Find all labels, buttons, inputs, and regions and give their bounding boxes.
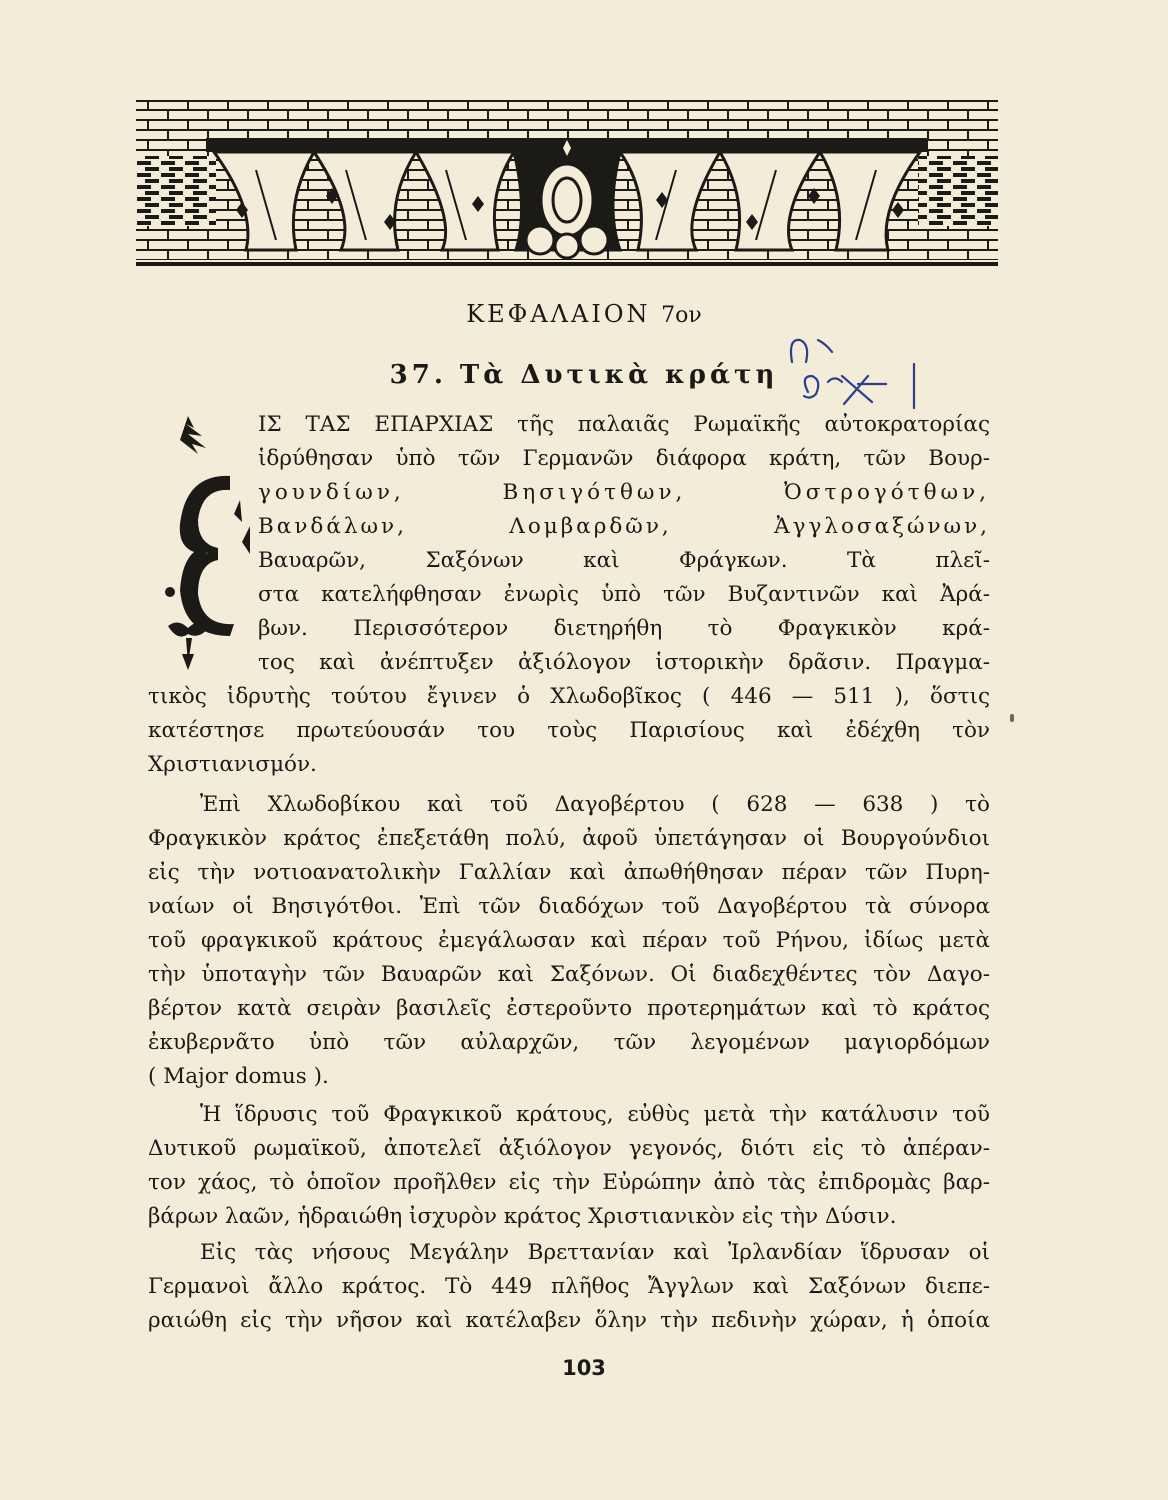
text-line: ἐκυβερνᾶτο ὑπὸ τῶν αὐλαρχῶν, τῶν λεγομένων μαγιορδόμων [148, 1030, 990, 1055]
text-line: εἰς τὴν νοτιοανατολικὴν Γαλλίαν καὶ ἀπωθήθησαν πέραν τῶν Πυρη- [148, 860, 990, 885]
text-line: τον χάος, τὸ ὁποῖον προῆλθεν εἰς τὴν Εὐρώπην ἀπὸ τὰς ἐπιδρομὰς βαρ- [148, 1170, 990, 1195]
text-line: στα κατελήφθησαν ἐνωρὶς ὑπὸ τῶν Βυζαντινῶν καὶ Ἀρά- [258, 582, 990, 607]
text-line: Ἐπὶ Χλωδοβίκου καὶ τοῦ Δαγοβέρτου ( 628 — 638 ) τὸ [200, 792, 990, 817]
text-line: Βαυαρῶν, Σαξόνων καὶ Φράγκων. Τὰ πλεῖ- [258, 548, 990, 573]
text-line: ραιώθη εἰς τὴν νῆσον καὶ κατέλαβεν ὅλην τὴν πεδινὴν χώραν, ἡ ὁποία [148, 1308, 990, 1333]
text-line: Εἰς τὰς νήσους Μεγάλην Βρεττανίαν καὶ Ἰρλανδίαν ἵδρυσαν οἱ [200, 1240, 990, 1265]
chapter-label: ΚΕΦΑΛΑΙΟΝ [466, 300, 651, 328]
chapter-number: 7ον [661, 303, 702, 328]
margin-mark [1010, 714, 1014, 722]
text-line: τοῦ φραγκικοῦ κράτους ἐμεγάλωσαν καὶ πέραν τοῦ Ρήνου, ἰδίως μετὰ [148, 928, 990, 953]
text-line: τὴν ὑποταγὴν τῶν Βαυαρῶν καὶ Σαξόνων. Οἱ διαδεχθέντες τὸν Δαγο- [148, 962, 990, 987]
text-line: Ἡ ἵδρυσις τοῦ Φραγκικοῦ κράτους, εὐθὺς μετὰ τὴν κατάλυσιν τοῦ [200, 1102, 990, 1127]
handwritten-note-icon [782, 336, 942, 412]
drop-cap-ornament-icon [158, 414, 258, 690]
text-line: Χριστιανισμόν. [148, 752, 317, 777]
text-line: γουνδίων, Βησιγότθων, Ὀστρογότθων, [258, 480, 990, 505]
text-line: Γερμανοὶ ἄλλο κράτος. Τὸ 449 πλῆθος Ἄγγλων καὶ Σαξόνων διεπε- [148, 1274, 990, 1299]
text-line: βέρτον κατὰ σειρὰν βασιλεῖς ἐστεροῦντο προτερημάτων καὶ τὸ κράτος [148, 996, 990, 1021]
text-line: Φραγκικὸν κράτος ἐπεξετάθη πολύ, ἀφοῦ ὑπετάγησαν οἱ Βουργούνδιοι [148, 826, 990, 851]
curtain-ornament-icon [136, 100, 998, 270]
section-title: 37. Τὰ Δυτικὰ κράτη [389, 360, 779, 390]
text-line: ( Major domus ). [148, 1064, 329, 1089]
text-line: βων. Περισσότερον διετηρήθη τὸ Φραγκικὸν κρά- [258, 616, 990, 641]
drop-cap-letter: Ε [206, 553, 208, 555]
text-line: τος καὶ ἀνέπτυξεν ἀξιόλογον ἱστορικὴν δρᾶσιν. Πραγμα- [258, 650, 990, 675]
text-line: τικὸς ἱδρυτὴς τούτου ἔγινεν ὁ Χλωδοβῖκος ( 446 — 511 ), ὅστις [148, 684, 990, 709]
text-line: κατέστησε πρωτεύουσάν του τοὺς Παρισίους καὶ ἐδέχθη τὸν [148, 718, 990, 743]
page-number: 103 [562, 1356, 606, 1380]
text-line: Βανδάλων, Λομβαρδῶν, Ἀγγλοσαξώνων, [258, 514, 990, 539]
text-line: ναίων οἱ Βησιγότθοι. Ἐπὶ τῶν διαδόχων τοῦ Δαγοβέρτου τὰ σύνορα [148, 894, 990, 919]
text-line: ΙΣ ΤΑΣ ΕΠΑΡΧΙΑΣ τῆς παλαιᾶς Ρωμαϊκῆς αὐτοκρατορίας [258, 412, 990, 437]
text-line: Δυτικοῦ ρωμαϊκοῦ, ἀποτελεῖ ἀξιόλογον γεγονός, διότι εἰς τὸ ἀπέραν- [148, 1136, 990, 1161]
text-line: ἱδρύθησαν ὑπὸ τῶν Γερμανῶν διάφορα κράτη, τῶν Βουρ- [258, 446, 990, 471]
text-line: βάρων λαῶν, ἡδραιώθη ἰσχυρὸν κράτος Χριστιανικὸν εἰς τὴν Δύσιν. [148, 1204, 897, 1229]
chapter-heading [0, 300, 1168, 328]
